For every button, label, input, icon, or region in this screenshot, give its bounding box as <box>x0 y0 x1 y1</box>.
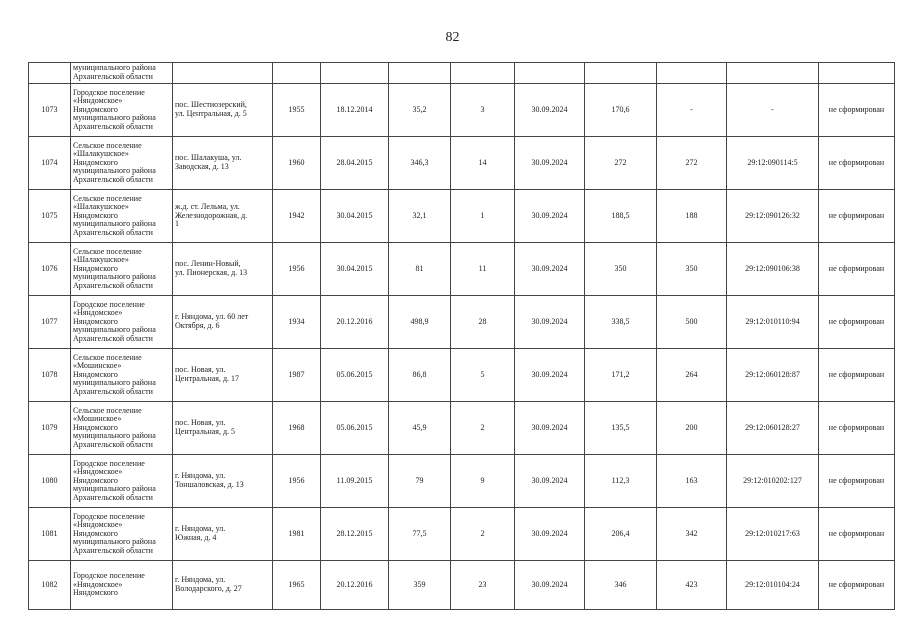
cell-deadline: 30.09.2024 <box>515 137 585 190</box>
cell-status: не сформирован <box>819 137 895 190</box>
cell-settlement: Городское поселение «Няндомское» Няндомского <box>71 561 173 610</box>
cell-residents: 11 <box>451 243 515 296</box>
cell-settlement: Сельское поселение «Мошинское» Няндомского муниципального района Архангельской области <box>71 349 173 402</box>
cell-number: 1074 <box>29 137 71 190</box>
cell-area: 81 <box>389 243 451 296</box>
cell-status: не сформирован <box>819 455 895 508</box>
table-row <box>29 561 895 610</box>
cell-empty <box>819 63 895 84</box>
cell-settlement: Городское поселение «Няндомское» Няндомского муниципального района Архангельской области <box>71 508 173 561</box>
cell-status: не сформирован <box>819 243 895 296</box>
cell-address: пос. Шалакуша, ул. Заводская, д. 13 <box>173 137 273 190</box>
cell-empty <box>657 63 727 84</box>
cell-settlement: Городское поселение «Няндомское» Няндомского муниципального района Архангельской области <box>71 84 173 137</box>
registry-table <box>28 62 895 610</box>
cell-status: не сформирован <box>819 402 895 455</box>
cell-status: не сформирован <box>819 508 895 561</box>
cell-address: г. Няндома, ул. Володарского, д. 27 <box>173 561 273 610</box>
cell-deadline: 30.09.2024 <box>515 190 585 243</box>
cell-area: 498,9 <box>389 296 451 349</box>
cell-empty <box>727 63 819 84</box>
cell-status: не сформирован <box>819 190 895 243</box>
cell-area: 35,2 <box>389 84 451 137</box>
cell-address: пос. Новая, ул. Центральная, д. 17 <box>173 349 273 402</box>
cell-address: пос. Новая, ул. Центральная, д. 5 <box>173 402 273 455</box>
cell-year: 1981 <box>273 508 321 561</box>
cell-empty <box>273 63 321 84</box>
cell-empty <box>321 63 389 84</box>
cell-area: 346,3 <box>389 137 451 190</box>
cell-land-area-2: - <box>657 84 727 137</box>
cell-empty <box>585 63 657 84</box>
cell-residents: 28 <box>451 296 515 349</box>
cell-residents: 9 <box>451 455 515 508</box>
cell-cadastral-number: 29:12:090106:38 <box>727 243 819 296</box>
cell-status: не сформирован <box>819 349 895 402</box>
cell-land-area: 170,6 <box>585 84 657 137</box>
cell-cadastral-number: - <box>727 84 819 137</box>
cell-year: 1934 <box>273 296 321 349</box>
cell-area: 32,1 <box>389 190 451 243</box>
cell-land-area-2: 264 <box>657 349 727 402</box>
cell-number: 1079 <box>29 402 71 455</box>
cell-settlement: Сельское поселение «Мошинское» Няндомского муниципального района Архангельской области <box>71 402 173 455</box>
cell-date: 28.12.2015 <box>321 508 389 561</box>
cell-number: 1073 <box>29 84 71 137</box>
cell-year: 1960 <box>273 137 321 190</box>
cell-date: 30.04.2015 <box>321 243 389 296</box>
cell-cadastral-number: 29:12:010217:63 <box>727 508 819 561</box>
cell-area: 45,9 <box>389 402 451 455</box>
cell-number: 1075 <box>29 190 71 243</box>
cell-date: 30.04.2015 <box>321 190 389 243</box>
cell-land-area: 338,5 <box>585 296 657 349</box>
cell-date: 28.04.2015 <box>321 137 389 190</box>
cell-land-area: 346 <box>585 561 657 610</box>
page-number: 82 <box>445 30 460 45</box>
cell-settlement: Сельское поселение «Шалакушское» Няндомского муниципального района Архангельской области <box>71 137 173 190</box>
cell-deadline: 30.09.2024 <box>515 243 585 296</box>
cell-cadastral-number: 29:12:010110:94 <box>727 296 819 349</box>
cell-year: 1987 <box>273 349 321 402</box>
cell-cadastral-number: 29:12:060128:27 <box>727 402 819 455</box>
cell-area: 359 <box>389 561 451 610</box>
cell-land-area: 350 <box>585 243 657 296</box>
cell-empty <box>515 63 585 84</box>
cell-land-area: 171,2 <box>585 349 657 402</box>
cell-address: г. Няндома, ул. 60 лет Октября, д. 6 <box>173 296 273 349</box>
cell-number: 1080 <box>29 455 71 508</box>
cell-deadline: 30.09.2024 <box>515 84 585 137</box>
table-row <box>29 508 895 561</box>
cell-status: не сформирован <box>819 561 895 610</box>
table-row <box>29 296 895 349</box>
cell-year: 1942 <box>273 190 321 243</box>
cell-land-area-2: 342 <box>657 508 727 561</box>
cell-settlement: Городское поселение «Няндомское» Няндомского муниципального района Архангельской области <box>71 455 173 508</box>
cell-empty <box>389 63 451 84</box>
cell-deadline: 30.09.2024 <box>515 561 585 610</box>
table-row <box>29 349 895 402</box>
cell-deadline: 30.09.2024 <box>515 349 585 402</box>
cell-status: не сформирован <box>819 296 895 349</box>
cell-number: 1077 <box>29 296 71 349</box>
cell-land-area: 188,5 <box>585 190 657 243</box>
cell-cadastral-number: 29:12:090126:32 <box>727 190 819 243</box>
cell-number: 1076 <box>29 243 71 296</box>
cell-date: 11.09.2015 <box>321 455 389 508</box>
cell-cadastral-number: 29:12:010202:127 <box>727 455 819 508</box>
table-row <box>29 84 895 137</box>
cell-date: 05.06.2015 <box>321 349 389 402</box>
table-row <box>29 402 895 455</box>
table-row <box>29 243 895 296</box>
cell-land-area: 112,3 <box>585 455 657 508</box>
cell-land-area-2: 272 <box>657 137 727 190</box>
cell-settlement: муниципального района Архангельской области <box>71 63 173 84</box>
cell-address: ж.д. ст. Лельма, ул. Железнодорожная, д. 1 <box>173 190 273 243</box>
cell-year: 1968 <box>273 402 321 455</box>
cell-land-area: 206,4 <box>585 508 657 561</box>
cell-empty <box>451 63 515 84</box>
cell-land-area-2: 500 <box>657 296 727 349</box>
cell-address: г. Няндома, ул. Тоншаловская, д. 13 <box>173 455 273 508</box>
cell-status: не сформирован <box>819 84 895 137</box>
cell-residents: 14 <box>451 137 515 190</box>
cell-cadastral-number: 29:12:060128:87 <box>727 349 819 402</box>
cell-year: 1956 <box>273 455 321 508</box>
cell-settlement: Сельское поселение «Шалакушское» Няндомского муниципального района Архангельской области <box>71 190 173 243</box>
cell-residents: 23 <box>451 561 515 610</box>
cell-land-area: 135,5 <box>585 402 657 455</box>
cell-residents: 3 <box>451 84 515 137</box>
cell-residents: 2 <box>451 402 515 455</box>
cell-address: г. Няндома, ул. Южная, д. 4 <box>173 508 273 561</box>
cell-address: пос. Ленин-Новый, ул. Пионерская, д. 13 <box>173 243 273 296</box>
cell-year: 1955 <box>273 84 321 137</box>
table-row <box>29 455 895 508</box>
cell-settlement: Городское поселение «Няндомское» Няндомского муниципального района Архангельской области <box>71 296 173 349</box>
cell-deadline: 30.09.2024 <box>515 402 585 455</box>
cell-date: 18.12.2014 <box>321 84 389 137</box>
cell-residents: 1 <box>451 190 515 243</box>
cell-settlement: Сельское поселение «Шалакушское» Няндомского муниципального района Архангельской области <box>71 243 173 296</box>
cell-year: 1965 <box>273 561 321 610</box>
table-row <box>29 190 895 243</box>
cell-date: 05.06.2015 <box>321 402 389 455</box>
cell-area: 77,5 <box>389 508 451 561</box>
cell-empty <box>173 63 273 84</box>
cell-deadline: 30.09.2024 <box>515 455 585 508</box>
cell-residents: 2 <box>451 508 515 561</box>
cell-area: 79 <box>389 455 451 508</box>
cell-number: 1078 <box>29 349 71 402</box>
cell-area: 86,8 <box>389 349 451 402</box>
table-row-continuation <box>29 63 895 84</box>
cell-cadastral-number: 29:12:010104:24 <box>727 561 819 610</box>
cell-land-area-2: 350 <box>657 243 727 296</box>
cell-deadline: 30.09.2024 <box>515 508 585 561</box>
cell-number: 1081 <box>29 508 71 561</box>
cell-land-area-2: 423 <box>657 561 727 610</box>
cell-year: 1956 <box>273 243 321 296</box>
cell-land-area-2: 163 <box>657 455 727 508</box>
cell-empty <box>29 63 71 84</box>
cell-land-area: 272 <box>585 137 657 190</box>
table-row <box>29 137 895 190</box>
cell-number: 1082 <box>29 561 71 610</box>
cell-date: 20.12.2016 <box>321 296 389 349</box>
cell-land-area-2: 200 <box>657 402 727 455</box>
cell-land-area-2: 188 <box>657 190 727 243</box>
cell-date: 20.12.2016 <box>321 561 389 610</box>
cell-deadline: 30.09.2024 <box>515 296 585 349</box>
cell-address: пос. Шестиозерский, ул. Центральная, д. 5 <box>173 84 273 137</box>
cell-cadastral-number: 29:12:090114:5 <box>727 137 819 190</box>
cell-residents: 5 <box>451 349 515 402</box>
